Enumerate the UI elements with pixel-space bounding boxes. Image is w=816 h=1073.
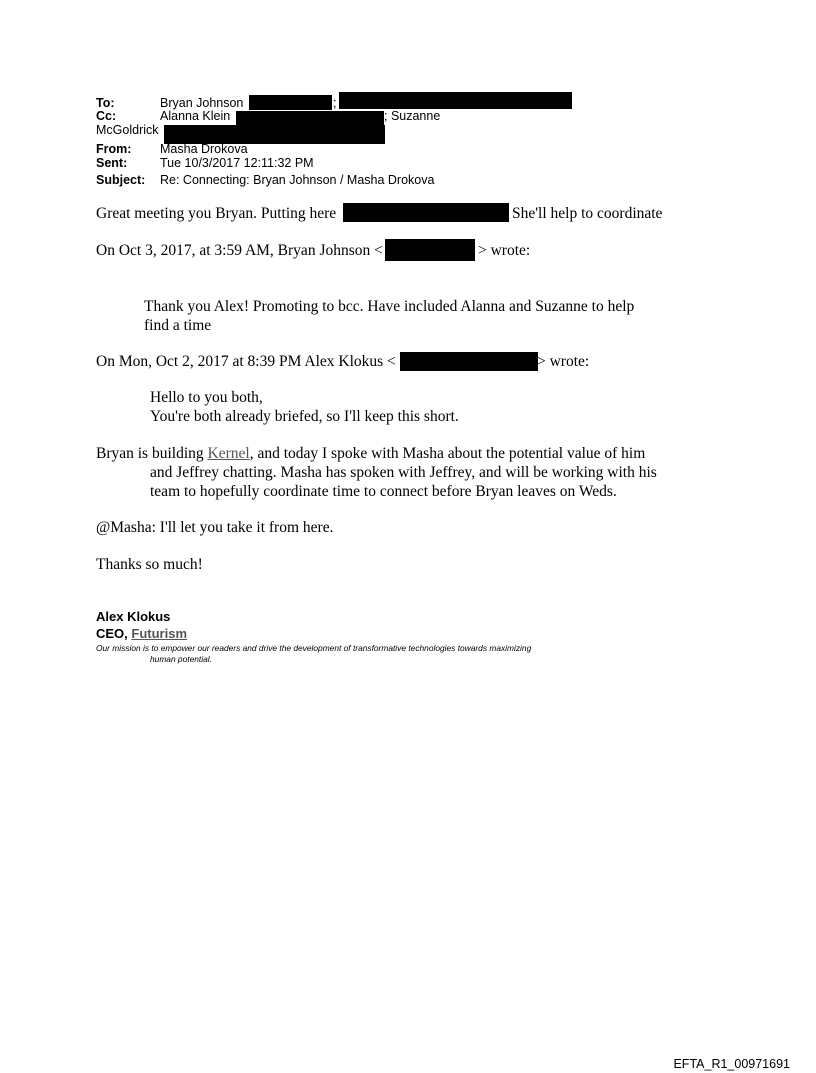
redaction-body-2 [385,239,475,261]
cc-continuation: McGoldrick [96,123,159,137]
quote-1-line-1: Thank you Alex! Promoting to bcc. Have included Alanna and Suzanne to help [144,298,635,315]
from-value: Masha Drokova [160,142,248,156]
cc-value-2: ; Suzanne [384,109,441,123]
to-label: To: [96,96,115,110]
cc-value: Alanna Klein [160,109,231,123]
quote-header-1a: On Oct 3, 2017, at 3:59 AM, Bryan Johnson < [96,242,383,259]
quote-2-line-2: You're both already briefed, so I'll keep this short. [150,408,459,425]
document-id: EFTA_R1_00971691 [673,1057,790,1071]
body-line-1b: She'll help to coordinate [512,205,663,222]
to-value: Bryan Johnson [160,96,244,110]
p3-post: , and today I spoke with Masha about the potential value of him [249,445,646,462]
redaction-to-1 [249,95,332,110]
body-line-1a: Great meeting you Bryan. Putting here [96,205,337,222]
redaction-to-2 [339,92,572,109]
body-paragraph-4: @Masha: I'll let you take it from here. [96,519,334,536]
body-paragraph-5: Thanks so much! [96,556,203,573]
futurism-link[interactable]: Futurism [131,626,188,641]
signature-name: Alex Klokus [96,609,171,624]
p3-pre: Bryan is building [96,445,208,462]
redaction-body-1 [343,203,509,222]
sent-value: Tue 10/3/2017 12:11:32 PM [160,156,314,170]
kernel-link[interactable]: Kernel [207,445,250,462]
signature-title-pre: CEO, [96,626,132,641]
redaction-cc-1 [236,111,384,126]
cc-label: Cc: [96,109,117,123]
subject-value: Re: Connecting: Bryan Johnson / Masha Drokova [160,173,435,187]
sent-label: Sent: [96,156,128,170]
redaction-body-3 [400,352,538,371]
quote-header-1b: > wrote: [478,242,531,259]
quote-1-line-2: find a time [144,317,212,334]
signature-mission-line-2: human potential. [150,654,212,664]
quote-header-2a: On Mon, Oct 2, 2017 at 8:39 PM Alex Klokus < [96,353,396,370]
quote-2-line-1: Hello to you both, [150,389,263,406]
to-separator: ; [333,96,337,110]
body-paragraph-3-line-3: team to hopefully coordinate time to connect before Bryan leaves on Weds. [150,483,617,500]
body-paragraph-3-line-1 [96,444,645,463]
body-paragraph-3-line-2: and Jeffrey chatting. Masha has spoken with Jeffrey, and will be working with his [150,464,657,481]
subject-label: Subject: [96,173,146,187]
from-label: From: [96,142,132,156]
signature-mission-line-1: Our mission is to empower our readers and drive the development of transformative technologies towards maximizing [96,643,532,653]
signature-title [96,626,187,641]
quote-header-2b: > wrote: [537,353,590,370]
